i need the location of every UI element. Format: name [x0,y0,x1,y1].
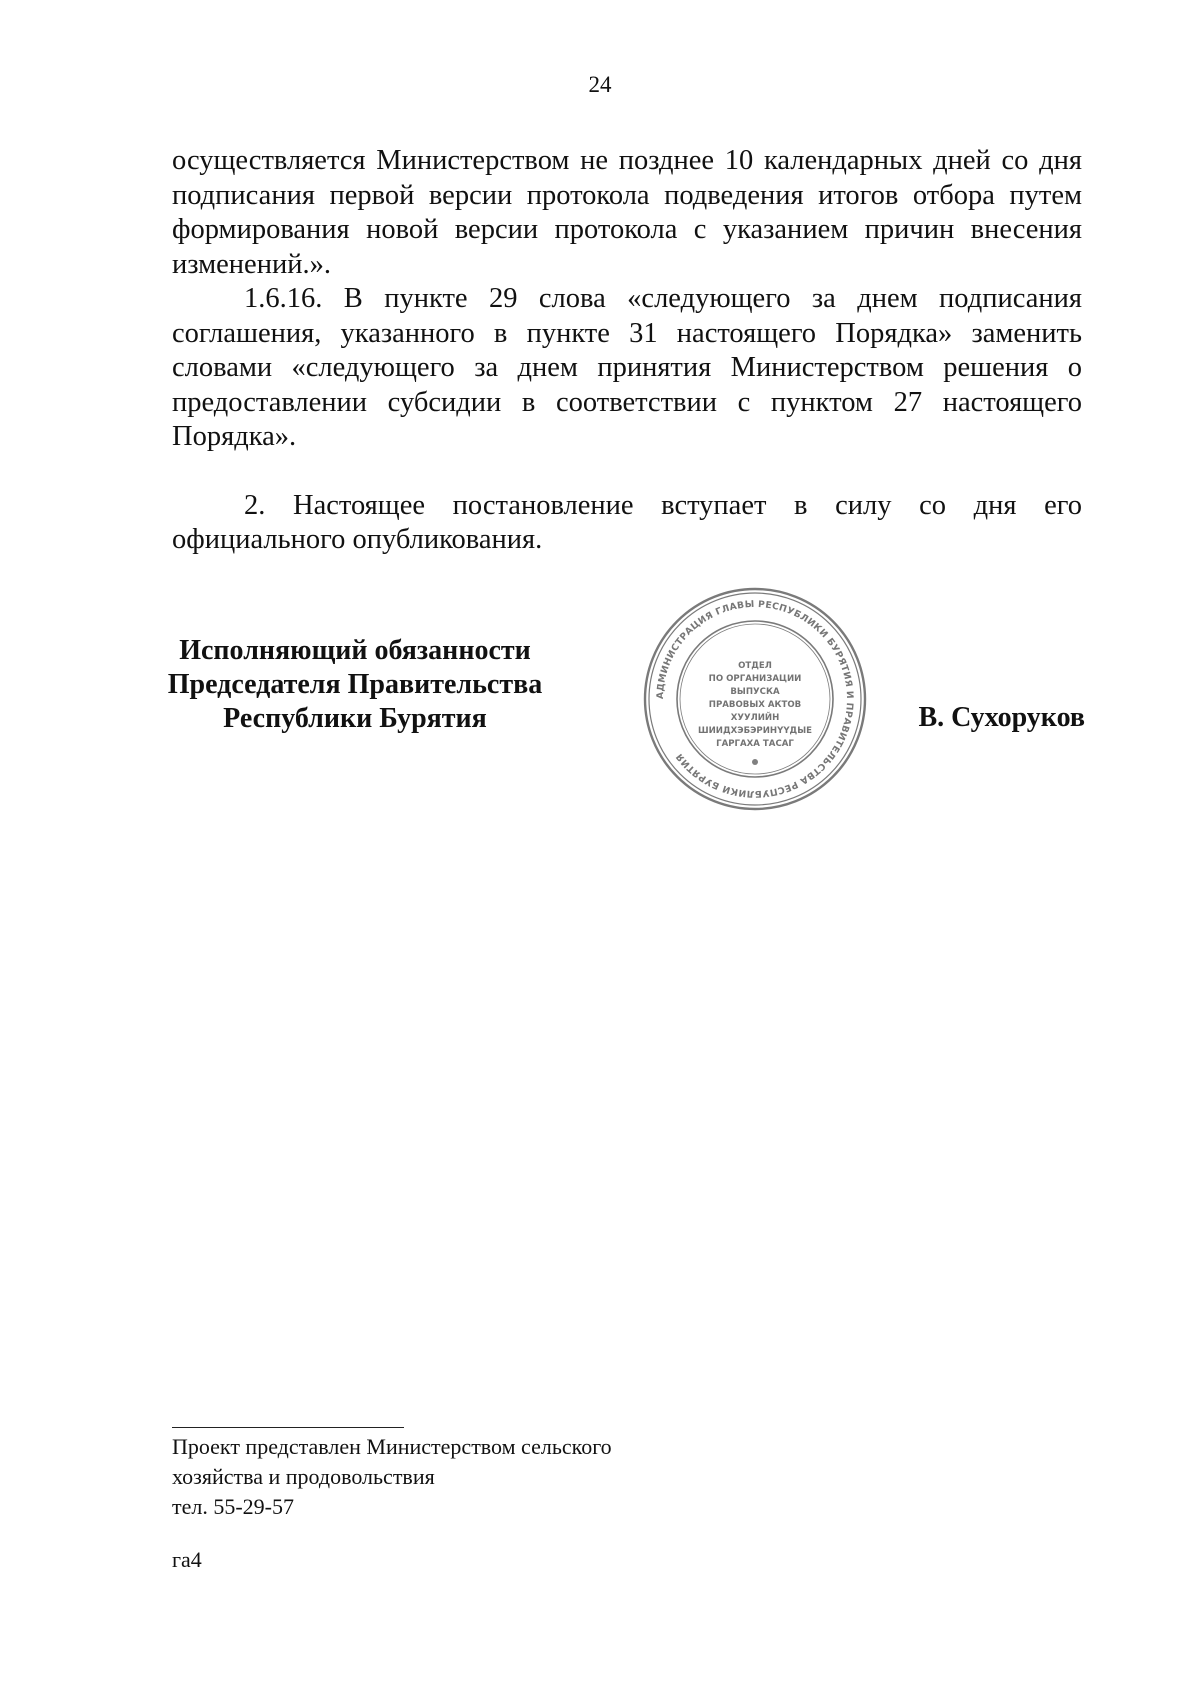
footnote-line-1: Проект представлен Министерством сельского [172,1434,612,1459]
signatory-line-3: Республики Бурятия [223,703,487,734]
seal-line-1: ОТДЕЛ [738,661,772,671]
official-seal-stamp [642,586,868,812]
paragraph-1-6-16: 1.6.16. В пункте 29 слова «следующего за днем подписания соглашения, указанного в пункте 31 настоящего Порядка» заменить словами «следующего за днем принятия Министерством решения о предоставлении субсидии в соответствии с пунктом 27 настоящего Порядка». [172,283,1082,452]
signatory-line-1: Исполняющий обязанности [179,635,531,666]
footnote [172,1432,612,1522]
footnote-phone: тел. 55-29-57 [172,1494,295,1519]
seal-line-4: ПРАВОВЫХ АКТОВ [708,700,802,710]
paragraph-2-effective-date: 2. Настоящее постановление вступает в силу со дня его официального опубликования. [172,489,1082,555]
paragraph-continuation: осуществляется Министерством не позднее 10 календарных дней со дня подписания первой версии протокола подведения итогов отбора путем формирования новой версии протокола с указанием причин внесения изменений.». [172,145,1082,280]
svg-text:АДМИНИСТРАЦИЯ ГЛАВЫ РЕСПУБЛИКИ [655,599,855,799]
footnote-line-2: хозяйства и продовольствия [172,1464,435,1489]
footnote-separator [172,1427,404,1428]
document-code: га4 [172,1547,202,1572]
page-number: 24 [588,72,612,97]
signatory-title [150,634,560,736]
seal-line-6: ШИИДХЭБЭРИНҮҮДЫЕ [697,726,813,736]
seal-line-5: ХУУЛИЙН [730,713,780,723]
document-body [172,144,1082,558]
seal-ring-text: АДМИНИСТРАЦИЯ ГЛАВЫ РЕСПУБЛИКИ БУРЯТИЯ И ПРАВИТЕЛЬСТВА РЕСПУБЛИКИ БУРЯТИЯ [654,598,856,800]
signatory-line-2: Председателя Правительства [167,669,543,700]
seal-line-7: ГАРГАХА ТАСАГ [716,739,794,749]
seal-bottom-star-icon [752,759,758,765]
seal-line-2: ПО ОРГАНИЗАЦИИ [708,674,802,684]
seal-line-3: ВЫПУСКА [730,687,780,697]
signer-name: В. Сухоруков [918,702,1085,733]
